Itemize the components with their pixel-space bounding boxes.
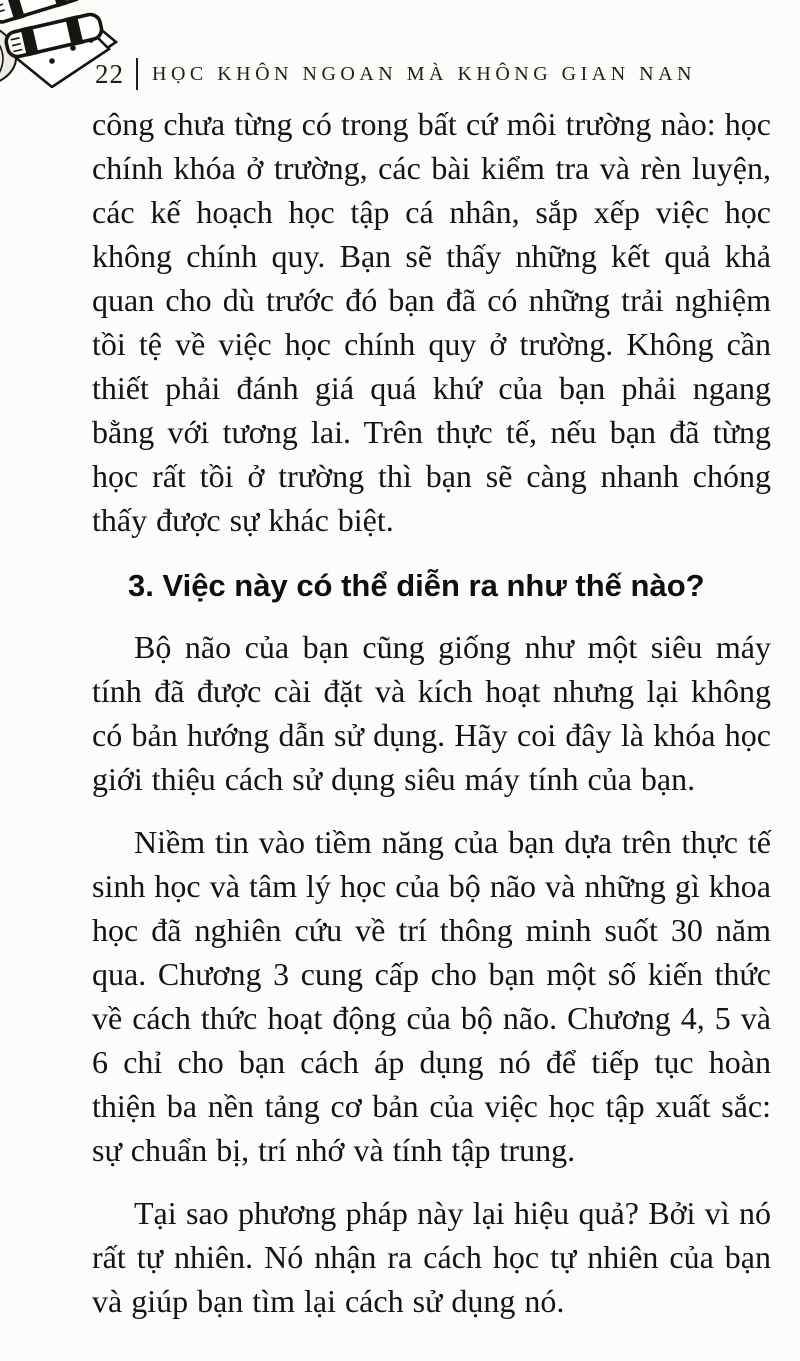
page-number: 22 xyxy=(95,58,124,89)
running-head xyxy=(95,58,696,90)
paragraph-why-effective: Tại sao phương pháp này lại hiệu quả? Bởi vì nó rất tự nhiên. Nó nhận ra cách học tự nhiên của bạn và giúp bạn tìm lại cách sử dụng nó. xyxy=(92,1194,771,1319)
paragraph-brain-supercomputer: Bộ não của bạn cũng giống như một siêu máy tính đã được cài đặt và kích hoạt nhưng lại không có bản hướng dẫn sử dụng. Hãy coi đây là khóa học giới thiệu cách sử dụng siêu máy tính của bạn. xyxy=(92,628,771,797)
section-heading: 3. Việc này có thể diễn ra như thế nào? xyxy=(128,568,705,603)
header-divider-bar xyxy=(136,58,138,90)
page-content xyxy=(92,102,771,1342)
paragraph-continuation: công chưa từng có trong bất cứ môi trường nào: học chính khóa ở trường, các bài kiểm tra và rèn luyện, các kế hoạch học tập cá nhân, sắp xếp việc học không chính quy. Bạn sẽ thấy những kết quả khả quan cho dù trước đó bạn đã có những trải nghiệm tồi tệ về việc học chính quy ở trường. Không cần thiết phải đánh giá quá khứ của bạn phải ngang bằng với tương lai. Trên thực tế, nếu bạn đã từng học rất tồi ở trường thì bạn sẽ càng nhanh chóng thấy được sự khác biệt. xyxy=(92,106,771,538)
paragraph-belief-potential: Niềm tin vào tiềm năng của bạn dựa trên thực tế sinh học và tâm lý học của bộ não và những gì khoa học đã nghiên cứu về trí thông minh suốt 30 năm qua. Chương 3 cung cấp cho bạn một số kiến thức về cách thức hoạt động của bộ não. Chương 4, 5 và 6 chỉ cho bạn cách áp dụng nó để tiếp tục hoàn thiện ba nền tảng cơ bản của việc học tập xuất sắc: sự chuẩn bị, trí nhớ và tính tập trung. xyxy=(92,823,771,1168)
running-title: HỌC KHÔN NGOAN MÀ KHÔNG GIAN NAN xyxy=(152,62,696,85)
